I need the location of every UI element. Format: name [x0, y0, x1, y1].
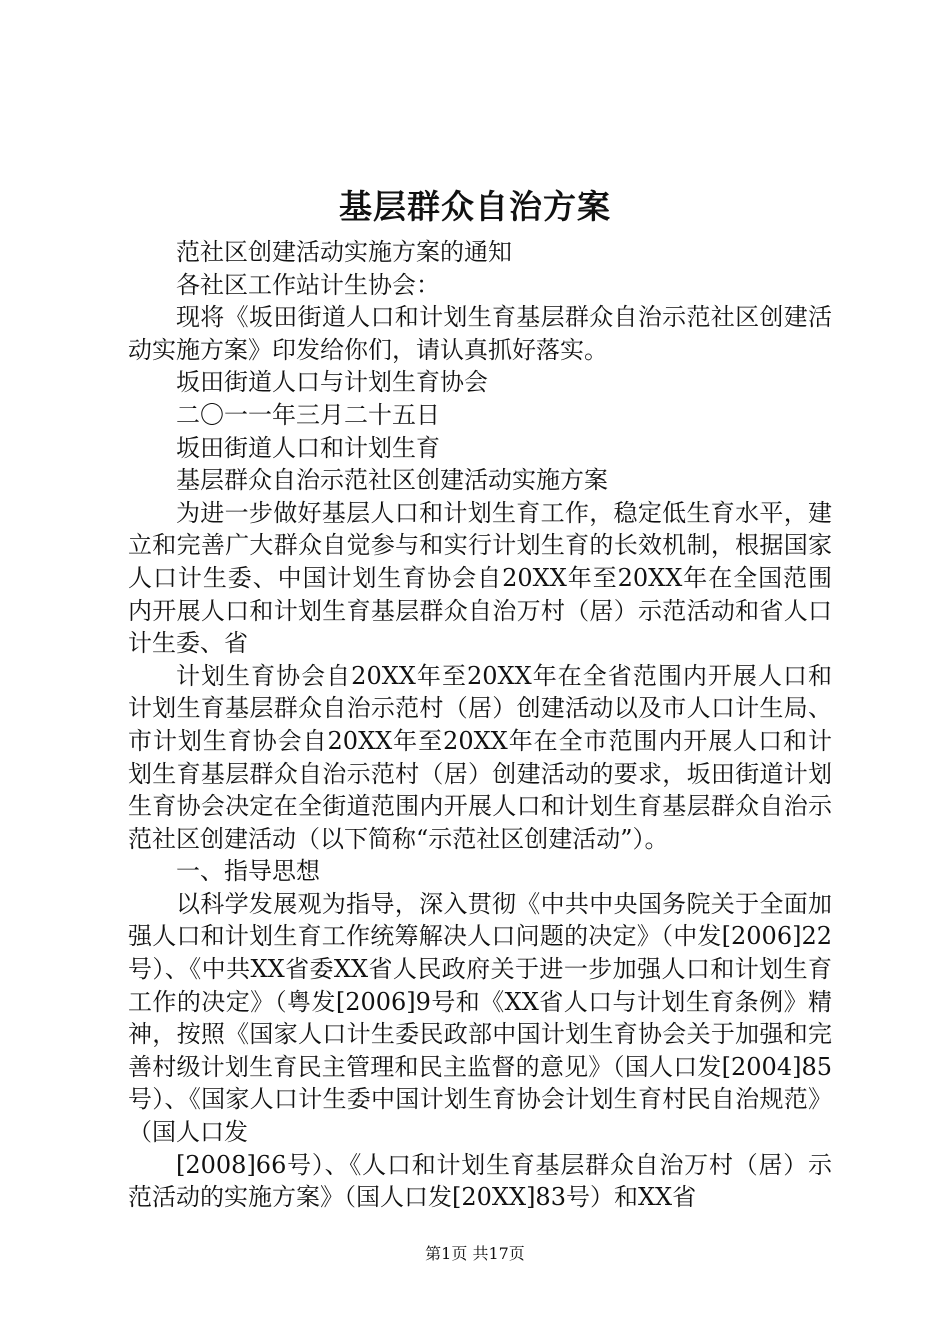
- paragraph-plan-title-line1: 坂田街道人口和计划生育: [176, 433, 440, 462]
- paragraph-notice-title: 范社区创建活动实施方案的通知: [176, 238, 512, 266]
- paragraph-background: 为进一步做好基层人口和计划生育工作，稳定低生育水平，建立和完善广大群众自觉参与和实行计划生育的长效机制，根据国家人口计生委、中国计划生育协会自20XX年至20XX年在全国范围内开展人口和计划生育基层群众自治万村（居）示范活动和省人口计生委、省: [128, 498, 832, 658]
- page-number-footer: 第1页 共17页: [425, 1244, 525, 1263]
- paragraph-guiding-ideology: 以科学发展观为指导，深入贯彻《中共中央国务院关于全面加强人口和计划生育工作统筹解决人口问题的决定》（中发[2006]22号）、《中共XX省委XX省人民政府关于进一步加强人口和计划生育工作的决定》（粤发[2006]9号和《XX省人口与计划生育条例》精神，按照《国家人口计生委民政部中国计划生育协会关于加强和完善村级计划生育民主管理和民主监督的意见》（国人口发[2004]85号）、《国家人口计生委中国计划生育协会计划生育村民自治规范》（国人口发: [128, 889, 832, 1147]
- paragraph-continuation: [2008]66号）、《人口和计划生育基层群众自治万村（居）示范活动的实施方案》（国人口发[20XX]83号）和XX省: [128, 1150, 832, 1212]
- document-title: 基层群众自治方案: [339, 187, 611, 226]
- paragraph-decision: 计划生育协会自20XX年至20XX年在全省范围内开展人口和计划生育基层群众自治示范村（居）创建活动以及市人口计生局、市计划生育协会自20XX年至20XX年在全市范围内开展人口和计划生育基层群众自治示范村（居）创建活动的要求，坂田街道计划生育协会决定在全街道范围内开展人口和计划生育基层群众自治示范社区创建活动（以下简称“示范社区创建活动”）。: [128, 661, 832, 853]
- section-heading-guiding-ideology: 一、指导思想: [176, 857, 320, 886]
- paragraph-salutation: 各社区工作站计生协会：: [176, 270, 440, 299]
- paragraph-issuer: 坂田街道人口与计划生育协会: [176, 368, 488, 397]
- paragraph-plan-title-line2: 基层群众自治示范社区创建活动实施方案: [176, 466, 608, 495]
- paragraph-forwarding: 现将《坂田街道人口和计划生育基层群众自治示范社区创建活动实施方案》印发给你们，请认真抓好落实。: [128, 303, 832, 364]
- document-body: [128, 236, 832, 1214]
- paragraph-date: 二〇一一年三月二十五日: [176, 400, 440, 429]
